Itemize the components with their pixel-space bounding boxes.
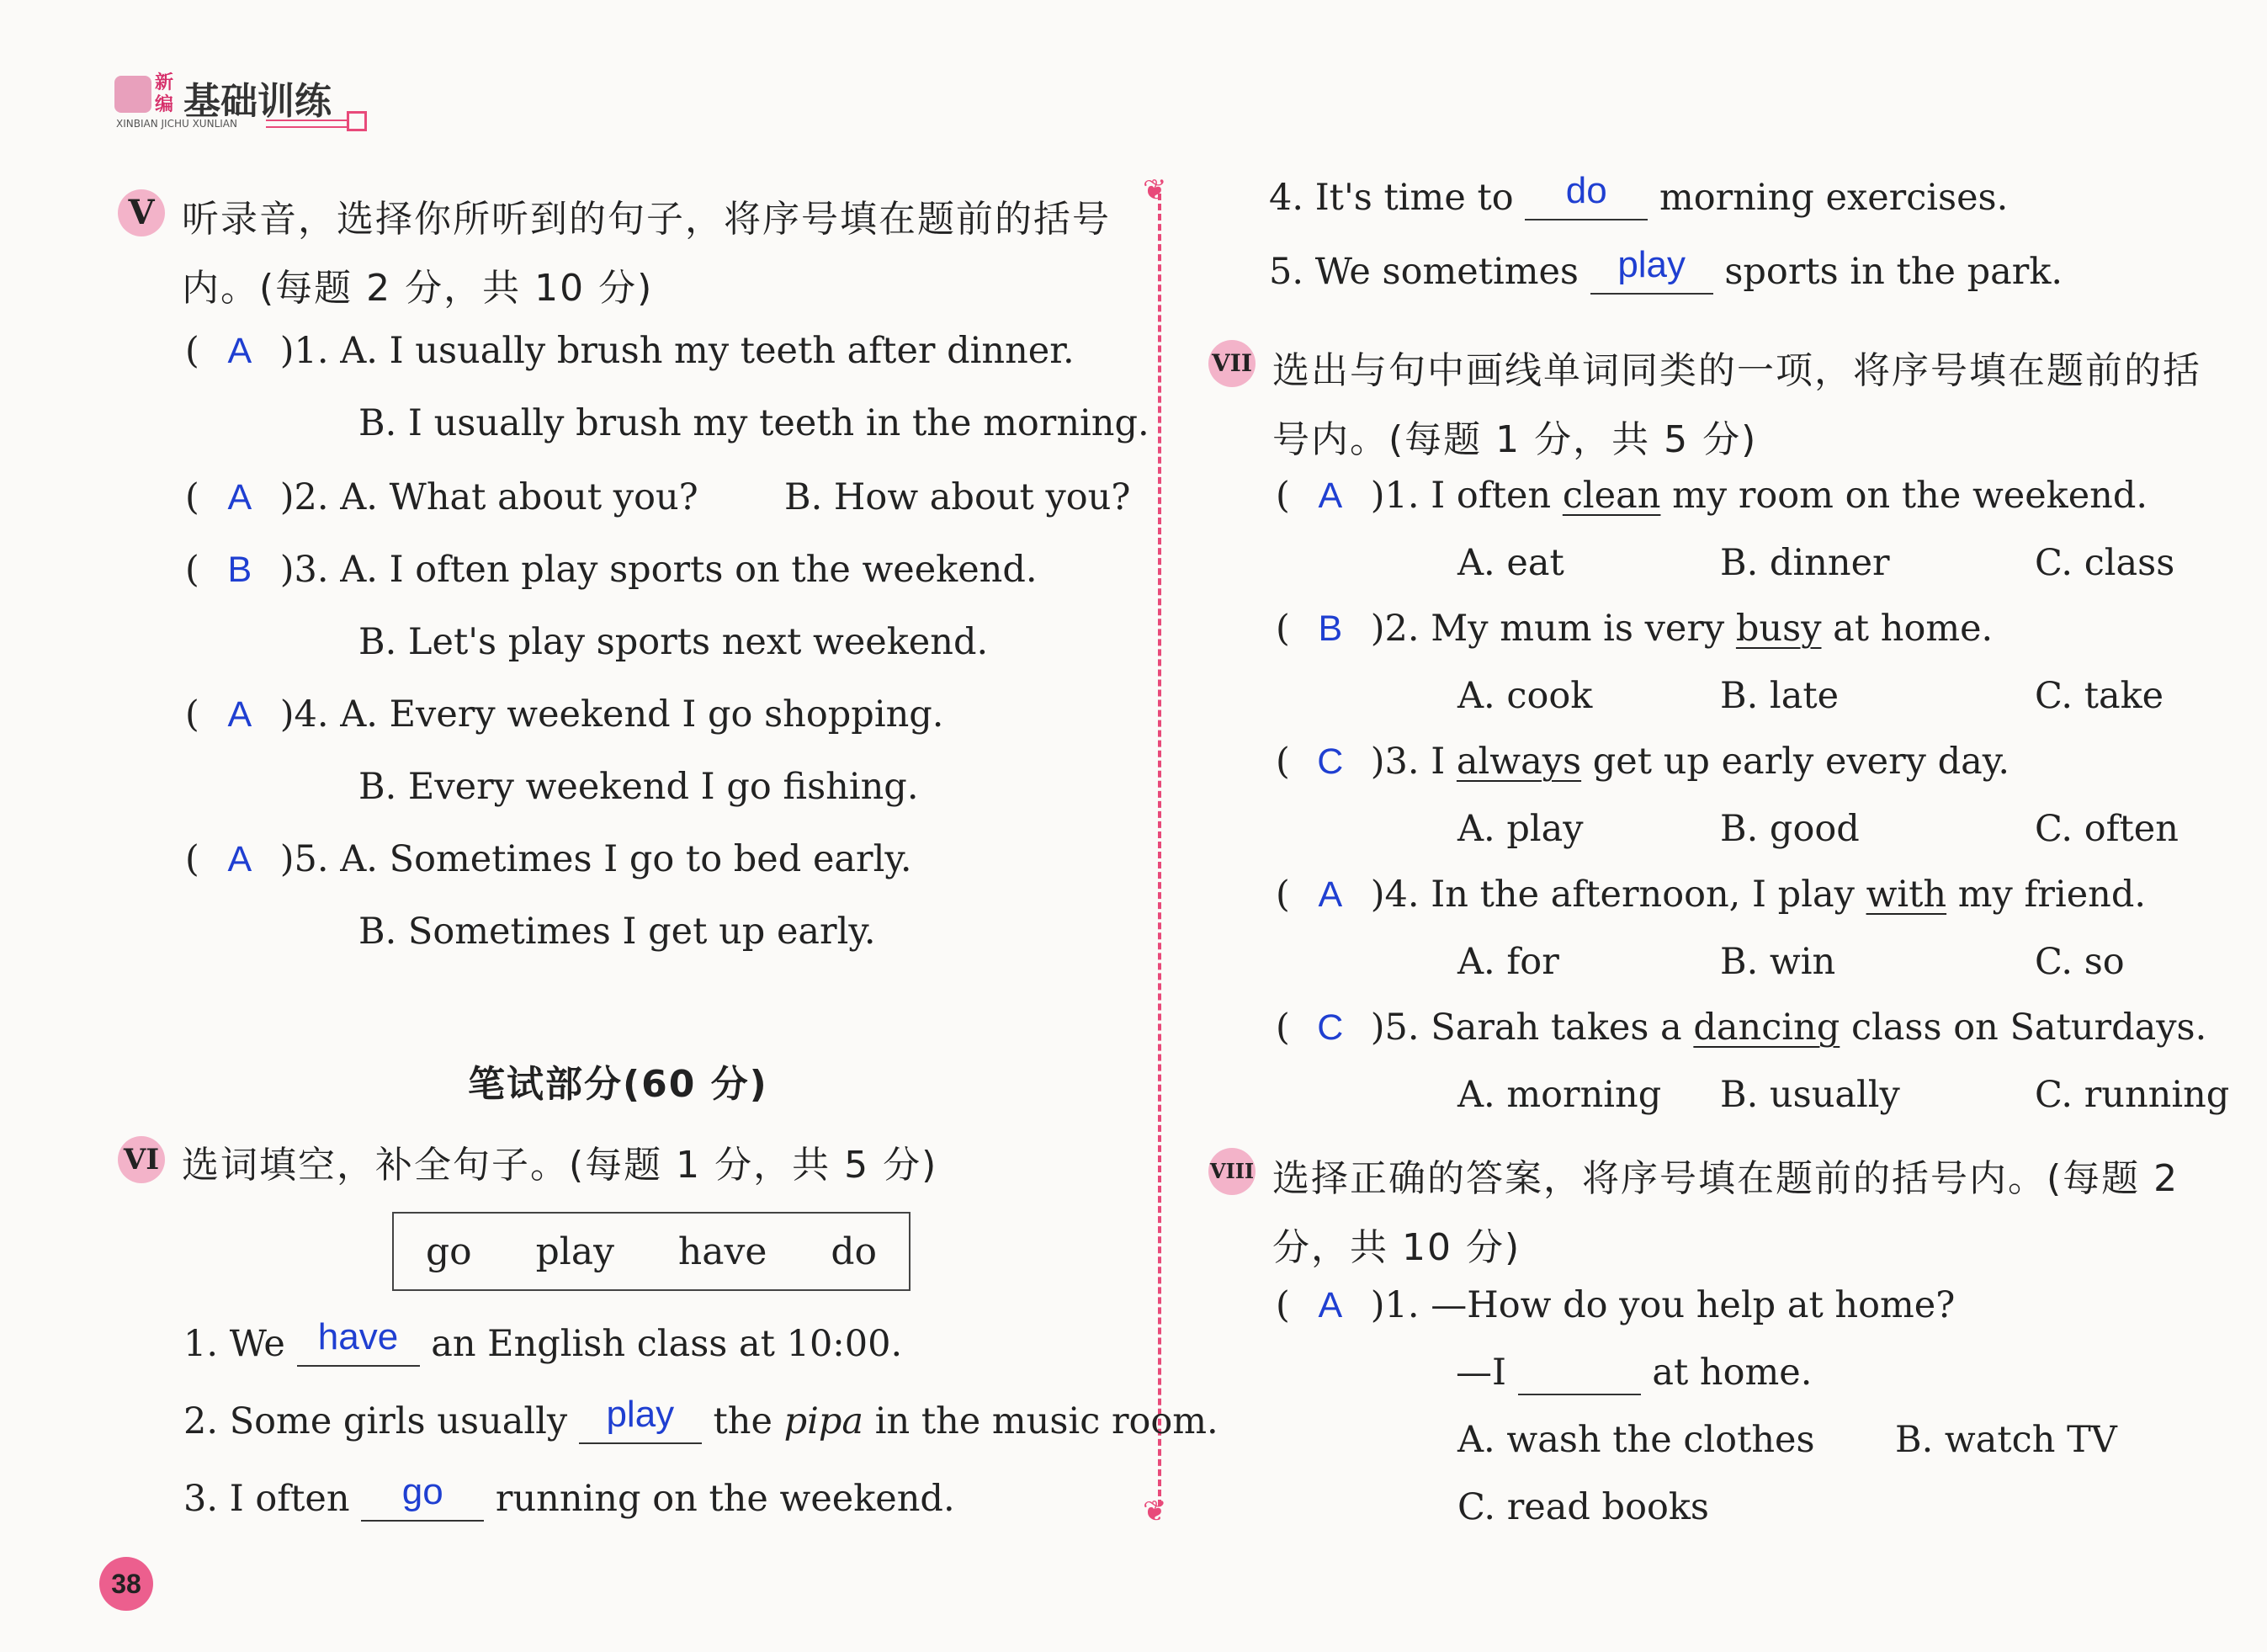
s5-q2: ( A )2. A. What about you? — [185, 476, 698, 518]
s6-blank-4[interactable]: do — [1525, 177, 1648, 220]
s8-q1-line2: —I at home. — [1456, 1352, 1813, 1394]
divider-bottom-ornament-icon: ❦ — [1143, 1495, 1167, 1528]
s8-q1-opt-b: B. watch TV — [1895, 1419, 2117, 1461]
s7-q5: ( C )5. Sarah takes a dancing class on Saturdays. — [1276, 1007, 2207, 1049]
s7-q4-opt-a: A. for — [1457, 941, 1559, 983]
s6-blank-2[interactable]: play — [579, 1400, 702, 1444]
section-6-badge: VI — [118, 1136, 165, 1183]
s5-q3-answer[interactable]: B — [227, 550, 252, 590]
section-7-instruction-1: 选出与句中画线单词同类的一项，将序号填在题前的括 — [1272, 349, 2201, 392]
section-5-instruction-2: 内。(每题 2 分，共 10 分) — [182, 267, 654, 310]
s7-q4-opt-b: B. win — [1720, 941, 1836, 983]
s7-q5-answer[interactable]: C — [1317, 1007, 1344, 1048]
s5-q2-b: B. How about you? — [784, 476, 1131, 518]
s7-q4: ( A )4. In the afternoon, I play with my friend. — [1276, 874, 2147, 916]
s5-q5-answer[interactable]: A — [227, 839, 252, 879]
s7-q3-opt-b: B. good — [1720, 808, 1860, 850]
s5-q1-answer[interactable]: A — [227, 331, 252, 371]
s5-q3: ( B )3. A. I often play sports on the weekend. — [185, 549, 1038, 591]
word-bank-item: do — [831, 1230, 877, 1273]
s6-sentence-3: 3. I often go running on the weekend. — [183, 1471, 955, 1520]
s6-sentence-5: 5. We sometimes play sports in the park. — [1269, 244, 2063, 293]
s6-sentence-2: 2. Some girls usually play the pipa in the music room. — [183, 1394, 1218, 1442]
s7-q1-answer[interactable]: A — [1318, 475, 1343, 516]
s5-q5-b: B. Sometimes I get up early. — [358, 911, 876, 953]
section-7-instruction-2: 号内。(每题 1 分，共 5 分) — [1272, 418, 1758, 461]
s7-q5-opt-b: B. usually — [1720, 1074, 1900, 1116]
logo-underline — [266, 120, 347, 128]
s5-q5: ( A )5. A. Sometimes I go to bed early. — [185, 838, 912, 880]
section-8-badge: VIII — [1208, 1148, 1256, 1195]
s7-q5-opt-a: A. morning — [1457, 1074, 1662, 1116]
s5-q4-b: B. Every weekend I go fishing. — [358, 766, 919, 808]
s6-sentence-4: 4. It's time to do morning exercises. — [1269, 170, 2009, 219]
s6-blank-5[interactable]: play — [1590, 251, 1713, 295]
logo-square — [347, 111, 367, 131]
section-7-badge: VII — [1208, 340, 1256, 387]
s7-q3-answer[interactable]: C — [1317, 741, 1344, 782]
s6-sentence-1: 1. We have an English class at 10:00. — [183, 1316, 903, 1365]
section-5-instruction-1: 听录音，选择你所听到的句子，将序号填在题前的括号 — [182, 198, 1111, 241]
logo-subtitle: XINBIAN JICHU XUNLIAN — [116, 118, 237, 130]
logo-emblem-icon — [114, 76, 151, 113]
s6-blank-1[interactable]: have — [297, 1323, 420, 1367]
logo-new-badge: 新编 — [155, 72, 174, 115]
s5-q4-answer[interactable]: A — [227, 694, 252, 735]
word-bank-item: have — [677, 1230, 767, 1273]
s8-q1: ( A )1. —How do you help at home? — [1276, 1284, 1956, 1326]
s7-q2-opt-c: C. take — [2035, 675, 2164, 717]
s5-q1-b: B. I usually brush my teeth in the morning. — [358, 402, 1149, 444]
word-bank-item: go — [425, 1230, 472, 1273]
s7-q1-opt-c: C. class — [2035, 542, 2175, 584]
word-bank — [392, 1212, 911, 1291]
s5-q3-b: B. Let's play sports next weekend. — [358, 621, 989, 663]
section-8-instruction-1: 选择正确的答案，将序号填在题前的括号内。(每题 2 — [1272, 1157, 2179, 1200]
word-bank-item: play — [535, 1230, 614, 1273]
s7-q2-opt-a: A. cook — [1457, 675, 1593, 717]
s8-q1-blank[interactable] — [1518, 1352, 1641, 1395]
s8-q1-opt-c: C. read books — [1457, 1486, 1709, 1528]
s7-q2: ( B )2. My mum is very busy at home. — [1276, 608, 1994, 650]
s7-q2-opt-b: B. late — [1720, 675, 1840, 717]
section-8-instruction-2: 分，共 10 分) — [1272, 1226, 1521, 1269]
s7-q1-opt-a: A. eat — [1457, 542, 1564, 584]
written-part-title: 笔试部分(60 分) — [468, 1063, 768, 1106]
s6-blank-3[interactable]: go — [361, 1478, 484, 1522]
s7-q4-opt-c: C. so — [2035, 941, 2125, 983]
s7-q4-answer[interactable]: A — [1318, 874, 1343, 915]
s5-q4: ( A )4. A. Every weekend I go shopping. — [185, 693, 944, 736]
logo-title: 基础训练 — [183, 80, 332, 123]
s7-q1: ( A )1. I often clean my room on the weekend. — [1276, 475, 2148, 517]
s7-q3-opt-c: C. often — [2035, 808, 2179, 850]
column-divider — [1158, 194, 1161, 1506]
s5-q1: ( A )1. A. I usually brush my teeth after dinner. — [185, 330, 1075, 372]
section-6-instruction: 选词填空，补全句子。(每题 1 分，共 5 分) — [182, 1144, 938, 1187]
s8-q1-answer[interactable]: A — [1318, 1285, 1343, 1325]
s5-q2-answer[interactable]: A — [227, 477, 252, 518]
s7-q5-opt-c: C. running — [2035, 1074, 2230, 1116]
s7-q3: ( C )3. I always get up early every day. — [1276, 741, 2010, 783]
s8-q1-opt-a: A. wash the clothes — [1457, 1419, 1815, 1461]
s7-q3-opt-a: A. play — [1457, 808, 1584, 850]
section-5-badge: V — [118, 189, 165, 236]
page-number: 38 — [99, 1557, 153, 1611]
divider-top-ornament-icon: ❦ — [1143, 173, 1167, 207]
s7-q1-opt-b: B. dinner — [1720, 542, 1890, 584]
s7-q2-answer[interactable]: B — [1318, 608, 1343, 649]
